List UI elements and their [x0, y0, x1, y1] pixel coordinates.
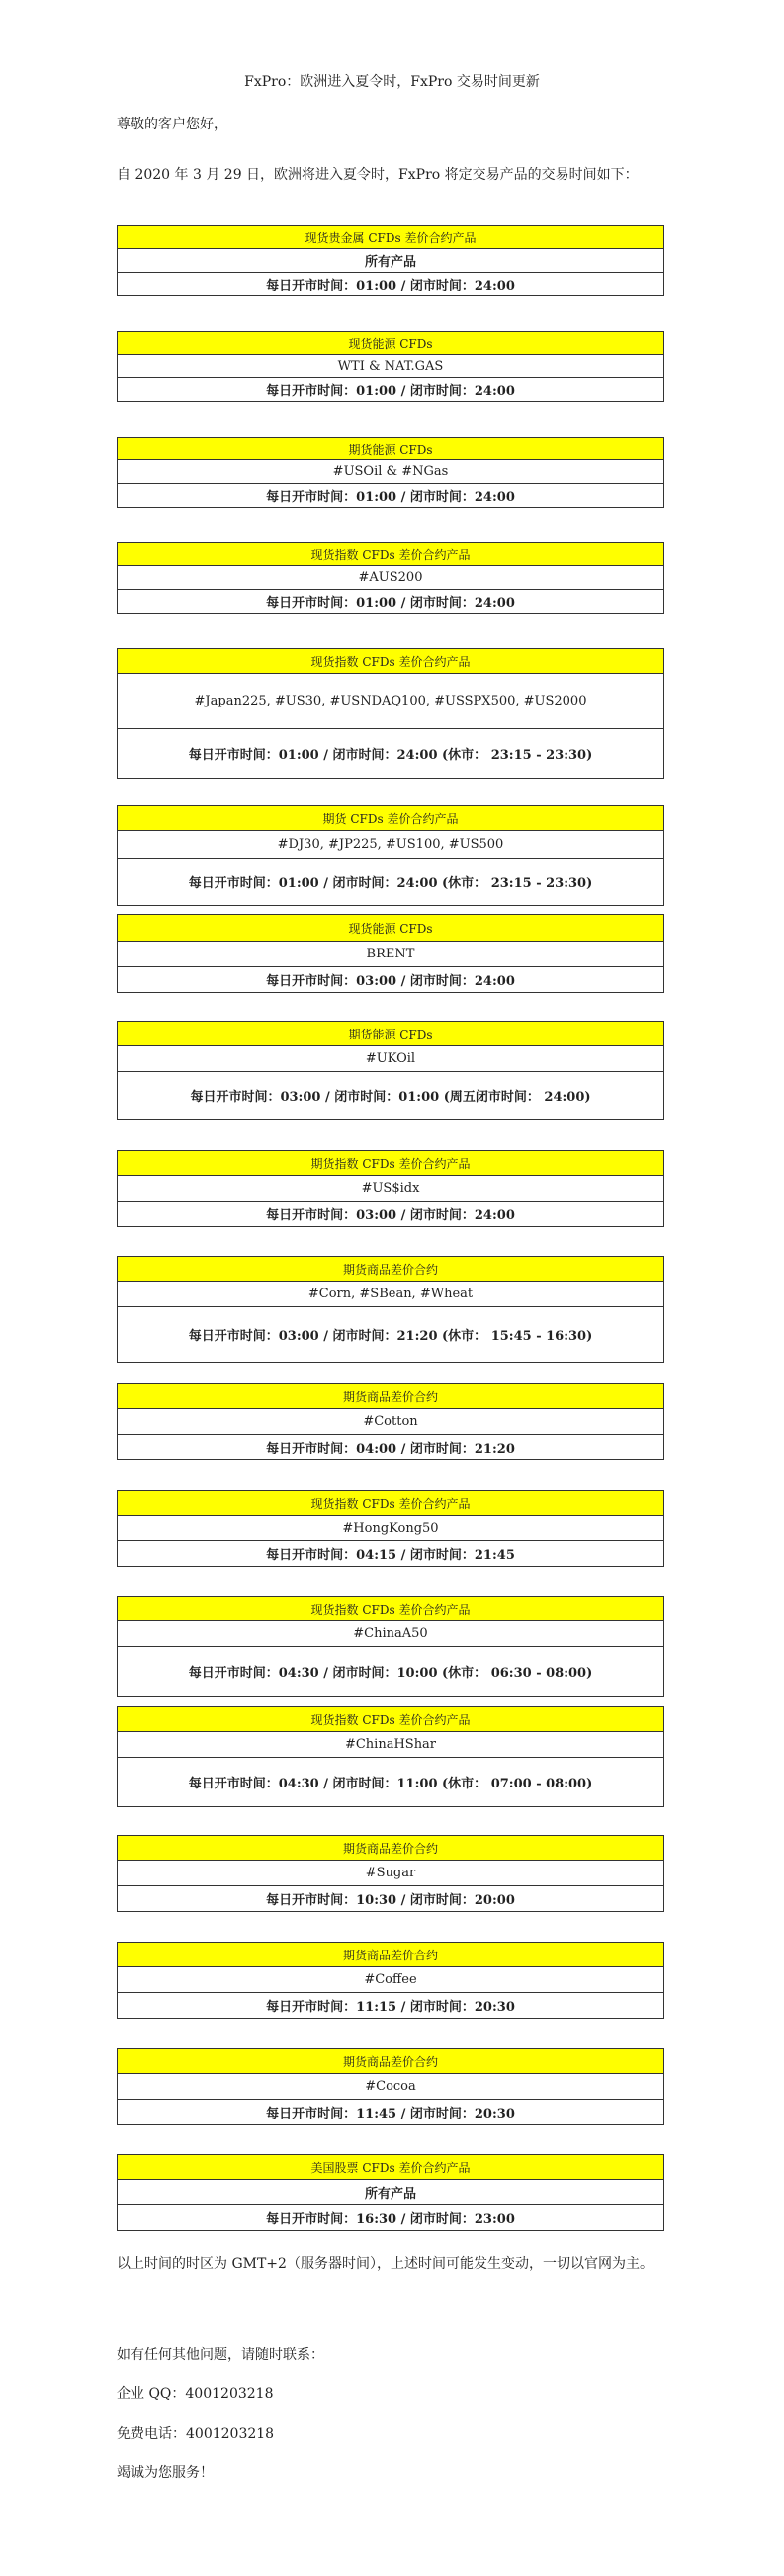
trading-hours: 每日开市时间：01:00 / 闭市时间：24:00 [118, 272, 663, 295]
trading-hours: 每日开市时间：11:15 / 闭市时间：20:30 [118, 1992, 663, 2018]
trading-hours-table [117, 542, 664, 614]
product-name: 所有产品 [118, 248, 663, 272]
product-name: #UKOil [118, 1045, 663, 1071]
trading-hours-table [117, 805, 664, 906]
trading-hours-table [117, 1021, 664, 1120]
trading-hours-table [117, 225, 664, 296]
trading-hours: 每日开市时间：10:30 / 闭市时间：20:00 [118, 1885, 663, 1911]
trading-hours-table [117, 1150, 664, 1227]
trading-hours-table [117, 1490, 664, 1567]
table-header: 现货贵金属 CFDs 差价合约产品 [118, 226, 663, 248]
trading-hours: 每日开市时间：01:00 / 闭市时间：24:00 [118, 589, 663, 613]
trading-hours-table [117, 2048, 664, 2125]
product-name: BRENT [118, 941, 663, 966]
table-header: 现货指数 CFDs 差价合约产品 [118, 543, 663, 565]
table-header: 期货商品差价合约 [118, 1836, 663, 1860]
product-name: #ChinaA50 [118, 1620, 663, 1646]
trading-hours: 每日开市时间：01:00 / 闭市时间：24:00 [118, 483, 663, 507]
table-header: 期货能源 CFDs [118, 1022, 663, 1045]
trading-hours-table [117, 437, 664, 508]
phone-contact: 免费电话：4001203218 [117, 2426, 275, 2442]
table-header: 现货指数 CFDs 差价合约产品 [118, 1707, 663, 1731]
trading-hours: 每日开市时间：04:30 / 闭市时间：10:00 (休市： 06:30 - 08:00) [118, 1646, 663, 1696]
trading-hours-table [117, 331, 664, 402]
product-name: #US$idx [118, 1175, 663, 1201]
trading-hours-table [117, 1835, 664, 1912]
trading-hours: 每日开市时间：04:30 / 闭市时间：11:00 (休市： 07:00 - 08:00) [118, 1757, 663, 1806]
table-header: 现货指数 CFDs 差价合约产品 [118, 1491, 663, 1515]
product-name: #Cotton [118, 1408, 663, 1434]
product-name: #DJ30, #JP225, #US100, #US500 [118, 830, 663, 858]
product-name: #Corn, #SBean, #Wheat [118, 1281, 663, 1306]
trading-hours: 每日开市时间：04:00 / 闭市时间：21:20 [118, 1434, 663, 1459]
product-name: #AUS200 [118, 565, 663, 589]
product-name: 所有产品 [118, 2179, 663, 2204]
trading-hours: 每日开市时间：01:00 / 闭市时间：24:00 [118, 377, 663, 401]
table-header: 期货商品差价合约 [118, 1943, 663, 1966]
table-header: 期货商品差价合约 [118, 1257, 663, 1281]
table-header: 期货能源 CFDs [118, 438, 663, 459]
table-header: 期货指数 CFDs 差价合约产品 [118, 1151, 663, 1175]
trading-hours-table [117, 2154, 664, 2231]
contact-line: 如有任何其他问题，请随时联系： [117, 2347, 324, 2363]
trading-hours-table [117, 1706, 664, 1807]
product-name: WTI & NAT.GAS [118, 354, 663, 377]
trading-hours: 每日开市时间：04:15 / 闭市时间：21:45 [118, 1540, 663, 1566]
trading-hours: 每日开市时间：01:00 / 闭市时间：24:00 (休市： 23:15 - 23:30) [118, 728, 663, 778]
table-header: 现货能源 CFDs [118, 915, 663, 941]
trading-hours-table [117, 914, 664, 993]
product-name: #Cocoa [118, 2073, 663, 2099]
table-header: 美国股票 CFDs 差价合约产品 [118, 2155, 663, 2179]
table-header: 现货指数 CFDs 差价合约产品 [118, 1597, 663, 1620]
table-header: 期货商品差价合约 [118, 2049, 663, 2073]
trading-hours-table [117, 648, 664, 779]
greeting: 尊敬的客户您好， [117, 117, 227, 132]
qq-contact: 企业 QQ：4001203218 [117, 2386, 274, 2402]
trading-hours: 每日开市时间：03:00 / 闭市时间：01:00 (周五闭市时间： 24:00) [118, 1071, 663, 1119]
table-header: 现货指数 CFDs 差价合约产品 [118, 649, 663, 673]
product-name: #ChinaHShar [118, 1731, 663, 1757]
product-name: #Coffee [118, 1966, 663, 1992]
trading-hours-table [117, 1383, 664, 1460]
product-name: #HongKong50 [118, 1515, 663, 1540]
product-name: #USOil & #NGas [118, 459, 663, 483]
page-title: FxPro：欧洲进入夏令时，FxPro 交易时间更新 [244, 74, 540, 90]
trading-hours-table [117, 1942, 664, 2019]
trading-hours-table [117, 1596, 664, 1697]
timezone-note: 以上时间的时区为 GMT+2（服务器时间），上述时间可能发生变动，一切以官网为主。 [117, 2256, 653, 2272]
trading-hours: 每日开市时间：03:00 / 闭市时间：21:20 (休市： 15:45 - 16:30) [118, 1306, 663, 1362]
product-name: #Sugar [118, 1860, 663, 1885]
intro-paragraph: 自 2020 年 3 月 29 日，欧洲将进入夏令时，FxPro 将定交易产品的交易时间如下： [117, 167, 639, 183]
product-name: #Japan225, #US30, #USNDAQ100, #USSPX500, #US2000 [118, 673, 663, 728]
trading-hours: 每日开市时间：03:00 / 闭市时间：24:00 [118, 1201, 663, 1226]
table-header: 期货 CFDs 差价合约产品 [118, 806, 663, 830]
closing-line: 竭诚为您服务！ [117, 2465, 214, 2481]
trading-hours: 每日开市时间：01:00 / 闭市时间：24:00 (休市： 23:15 - 23:30) [118, 858, 663, 905]
table-header: 现货能源 CFDs [118, 332, 663, 354]
trading-hours-table [117, 1256, 664, 1363]
table-header: 期货商品差价合约 [118, 1384, 663, 1408]
trading-hours: 每日开市时间：03:00 / 闭市时间：24:00 [118, 966, 663, 992]
trading-hours: 每日开市时间：16:30 / 闭市时间：23:00 [118, 2204, 663, 2230]
trading-hours: 每日开市时间：11:45 / 闭市时间：20:30 [118, 2099, 663, 2124]
